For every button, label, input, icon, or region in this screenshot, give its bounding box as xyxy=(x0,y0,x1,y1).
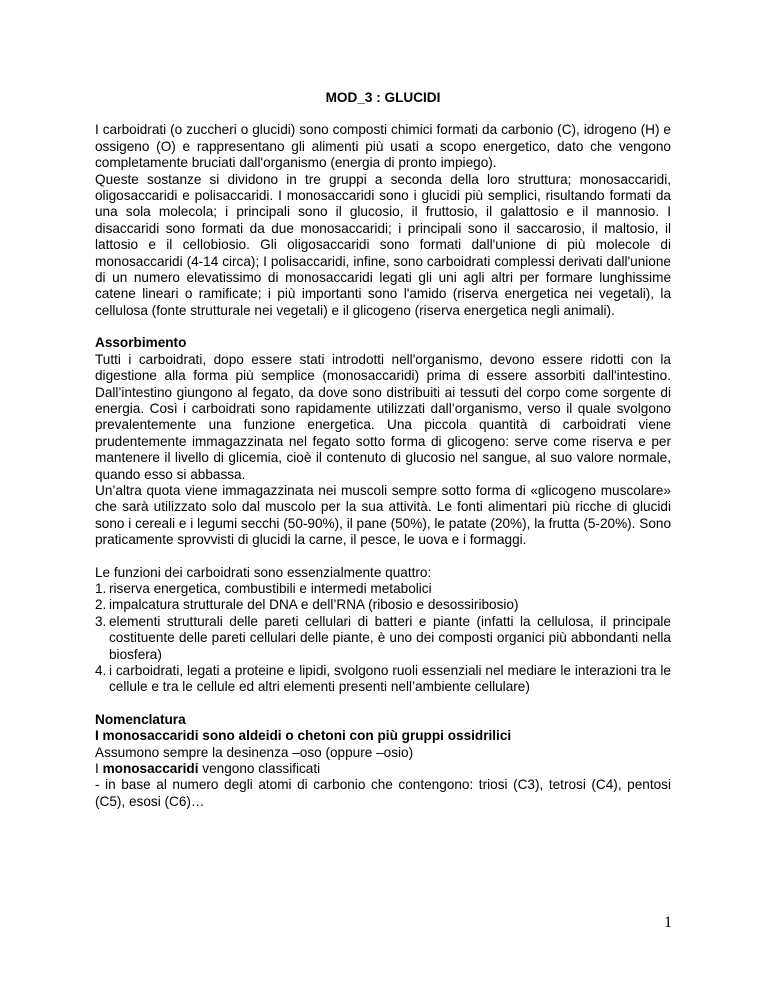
list-item-number: 2. xyxy=(95,597,107,613)
spacer xyxy=(95,549,671,565)
document-page xyxy=(95,90,671,810)
list-item-number: 3. xyxy=(95,613,107,629)
intro-paragraph-2: Queste sostanze si dividono in tre gruppi a seconda della loro struttura; monosaccaridi, oligosaccaridi e polisaccaridi. I monosaccaridi sono i glucidi più semplici, risultando formati da una sola molecola; i principali sono il glucosio, il fruttosio, il galattosio e il mannosio. I disaccaridi sono formati da due monosaccaridi; i principali sono il saccarosio, il maltosio, il lattosio e il cellobiosio. Gli oligosaccaridi sono formati dall'unione di più molecole di monosaccaridi (4-14 circa); I polisaccaridi, infine, sono carboidrati complessi derivati dall'unione di un numero elevatissimo di monosaccaridi legati gli uni agli altri per formare lunghissime catene lineari o ramificate; i più importanti sono l'amido (riserva energetica nei vegetali), la cellulosa (fonte strutturale nei vegetali) e il glicogeno (riserva energetica negli animali). xyxy=(95,171,671,318)
spacer xyxy=(95,696,671,712)
section-heading-nomenclatura: Nomenclatura xyxy=(95,711,186,727)
nomenclatura-line-3: - in base al numero degli atomi di carbonio che contengono: triosi (C3), tetrosi (C4), pentosi (C5), esosi (C6)… xyxy=(95,777,671,809)
intro-paragraph-1: I carboidrati (o zuccheri o glucidi) sono composti chimici formati da carbonio (C), idrogeno (H) e ossigeno (O) e rappresentano gli alimenti più usati a scopo energetico, dato che vengono completamente bruciati dall'organismo (energia di pronto impiego). xyxy=(95,122,671,171)
list-item xyxy=(95,614,671,663)
nomenclatura-line-2 xyxy=(95,761,671,777)
funzioni-intro: Le funzioni dei carboidrati sono essenzialmente quattro: xyxy=(95,564,432,580)
nomenclatura-line-2-suffix: vengono classificati xyxy=(198,761,321,777)
list-item-text: riserva energetica, combustibili e intermedi metabolici xyxy=(109,580,432,596)
nomenclatura-line-1: Assumono sempre la desinenza –oso (oppure –osio) xyxy=(95,744,414,760)
funzioni-list xyxy=(95,581,671,696)
nomenclatura-line-2-prefix: I xyxy=(95,761,103,777)
assorbimento-paragraph-1: Tutti i carboidrati, dopo essere stati introdotti nell'organismo, devono essere ridotti con la digestione alla forma più semplice (monosaccaridi) prima di essere assorbiti dall'intestino. Dall’intestino giungono al fegato, da dove sono distribuiti ai tessuti del corpo come sorgente di energia. Così i carboidrati sono rapidamente utilizzati dall’organismo, verso il quale svolgono prevalentemente una funzione energetica. Una piccola quantità di carboidrati viene prudentemente immagazzinata nel fegato sotto forma di glicogeno: serve come riserva e per mantenere il livello di glicemia, cioè il contenuto di glucosio nel sangue, al suo valore normale, quando esso si abbassa. xyxy=(95,351,671,482)
list-item xyxy=(95,581,671,597)
list-item-text: impalcatura strutturale del DNA e dell’RNA (ribosio e desossiribosio) xyxy=(109,597,519,613)
page-number: 1 xyxy=(664,914,672,931)
assorbimento-paragraph-2: Un’altra quota viene immagazzinata nei muscoli sempre sotto forma di «glicogeno muscolare» che sarà utilizzato solo dal muscolo per la sua attività. Le fonti alimentari più ricche di glucidi sono i cereali e i legumi secchi (50-90%), il pane (50%), le patate (20%), la frutta (5-20%). Sono praticamente sprovvisti di glucidi la carne, il pesce, le uova e i formaggi. xyxy=(95,482,671,548)
section-heading-assorbimento: Assorbimento xyxy=(95,335,187,351)
nomenclatura-subheading: I monosaccaridi sono aldeidi o chetoni con più gruppi ossidrilici xyxy=(95,728,512,744)
list-item xyxy=(95,597,671,613)
list-item-number: 1. xyxy=(95,580,107,596)
list-item-text: i carboidrati, legati a proteine e lipidi, svolgono ruoli essenziali nel mediare le interazioni tra le cellule e tra le cellule ed altri elementi presenti nell’ambiente cellulare) xyxy=(109,663,671,695)
monosaccaridi-bold-term: monosaccaridi xyxy=(102,761,199,777)
list-item xyxy=(95,663,671,696)
document-title: MOD_3 : GLUCIDI xyxy=(325,90,441,105)
list-item-text: elementi strutturali delle pareti cellulari di batteri e piante (infatti la cellulosa, il principale costituente delle pareti cellulari delle piante, è uno dei composti organici più abbondanti nella biosfera) xyxy=(109,613,671,662)
spacer xyxy=(95,319,671,335)
list-item-number: 4. xyxy=(95,663,107,678)
